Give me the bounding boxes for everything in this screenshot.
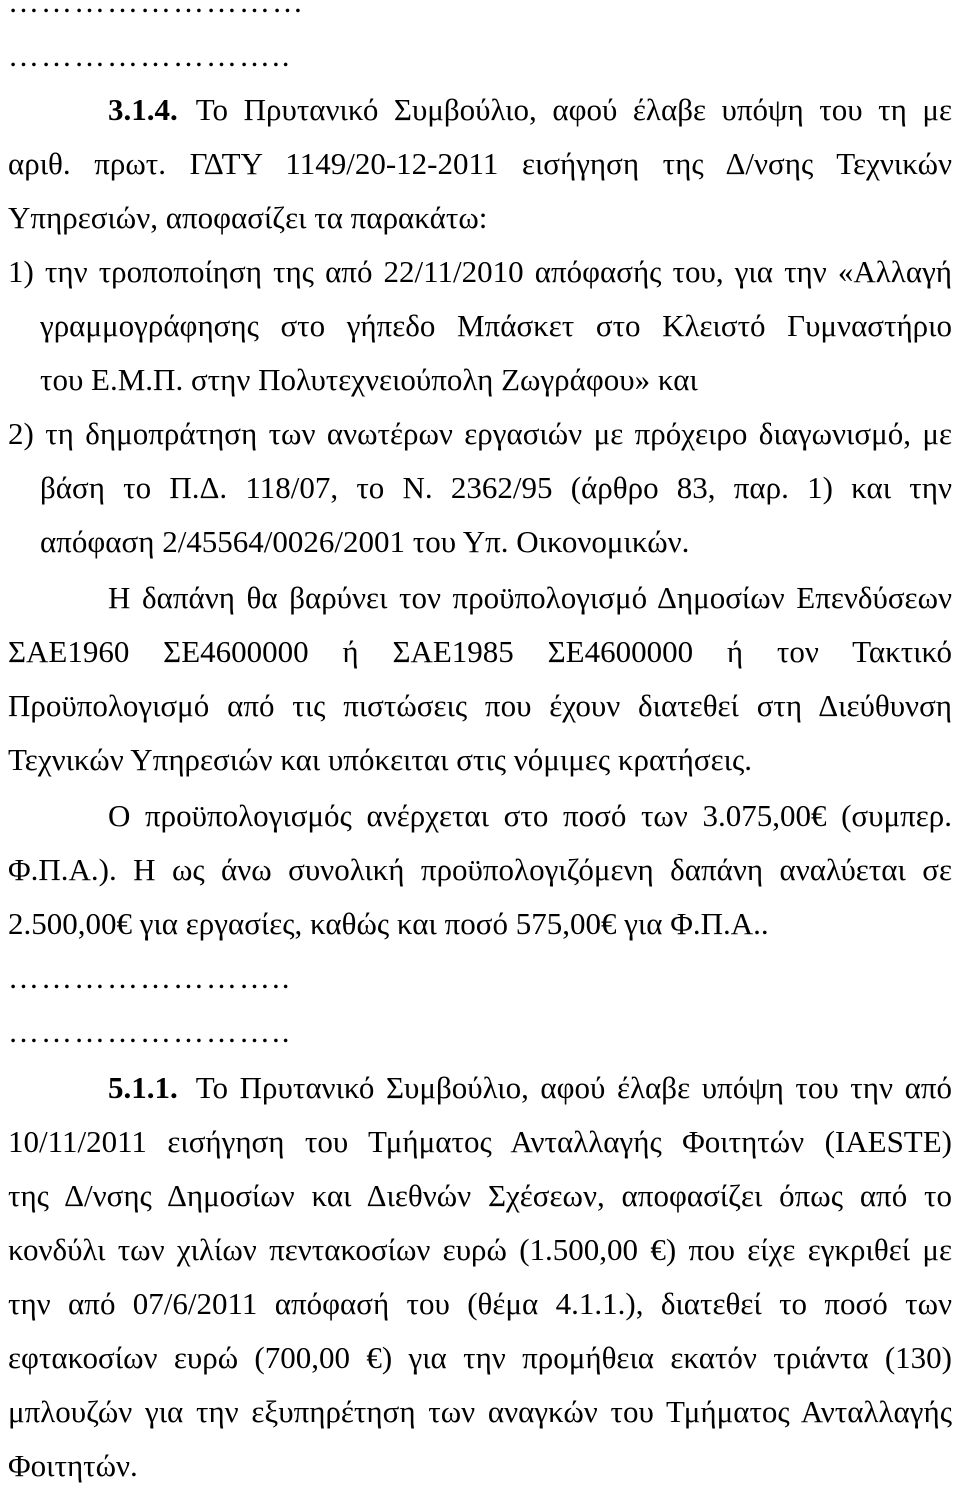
- list-item-2-cont: απόφαση 2/45564/0026/2001 του Υπ. Οικονομικών.: [40, 524, 690, 559]
- paragraph-line: Τεχνικών Υπηρεσιών και υπόκειται στις νόμιμες κρατήσεις.: [8, 742, 752, 777]
- section-number: 5.1.1.: [108, 1070, 178, 1105]
- list-item-1-cont: γραμμογράφησης στο γήπεδο Μπάσκετ στο Κλειστό Γυμναστήριο: [40, 308, 952, 343]
- paragraph-line: ΣΑΕ1960 ΣΕ4600000 ή ΣΑΕ1985 ΣΕ4600000 ή τον Τακτικό: [8, 634, 952, 669]
- paragraph-line: 2.500,00€ για εργασίες, καθώς και ποσό 575,00€ για Φ.Π.Α..: [8, 906, 769, 941]
- paragraph-line: της Δ/νσης Δημοσίων και Διεθνών Σχέσεων, αποφασίζει όπως από το: [8, 1178, 952, 1213]
- section-number: 3.1.4.: [108, 92, 178, 127]
- paragraph-line: Υπηρεσιών, αποφασίζει τα παρακάτω:: [8, 200, 488, 235]
- paragraph-line: Η δαπάνη θα βαρύνει τον προϋπολογισμό Δημοσίων Επενδύσεων: [108, 580, 952, 615]
- paragraph-line: μπλουζών για την εξυπηρέτηση των αναγκών του Τμήματος Ανταλλαγής: [8, 1394, 952, 1429]
- list-item-1: 1) την τροποποίηση της από 22/11/2010 απόφασής του, για την «Αλλαγή: [8, 254, 952, 289]
- ellipsis-line: ……………………..: [8, 960, 292, 995]
- ellipsis-line: ……………………..: [8, 38, 292, 73]
- paragraph-line: Φ.Π.Α.). Η ως άνω συνολική προϋπολογιζόμενη δαπάνη αναλύεται σε: [8, 852, 952, 887]
- section-5-1-1-line-1: [108, 1068, 952, 1108]
- ellipsis-line: ………………………: [8, 0, 305, 19]
- paragraph-line: κονδύλι των χιλίων πεντακοσίων ευρώ (1.500,00 €) που είχε εγκριθεί με: [8, 1232, 952, 1267]
- paragraph-line: την από 07/6/2011 απόφασή του (θέμα 4.1.1.), διατεθεί το ποσό των: [8, 1286, 952, 1321]
- paragraph-line: Φοιτητών.: [8, 1448, 138, 1483]
- paragraph-line: 10/11/2011 εισήγηση του Τμήματος Ανταλλαγής Φοιτητών (IAESTE): [8, 1124, 952, 1159]
- paragraph-line: αριθ. πρωτ. ΓΔΤΥ 1149/20-12-2011 εισήγηση της Δ/νσης Τεχνικών: [8, 146, 952, 181]
- ellipsis-line: ……………………..: [8, 1014, 292, 1049]
- list-item-2-cont: βάση το Π.Δ. 118/07, το Ν. 2362/95 (άρθρο 83, παρ. 1) και την: [40, 470, 952, 505]
- paragraph-line: Ο προϋπολογισμός ανέρχεται στο ποσό των 3.075,00€ (συμπερ.: [108, 798, 952, 833]
- paragraph-text: Το Πρυτανικό Συμβούλιο, αφού έλαβε υπόψη του τη με: [195, 92, 952, 127]
- paragraph-line: εφτακοσίων ευρώ (700,00 €) για την προμήθεια εκατόν τριάντα (130): [8, 1340, 952, 1375]
- list-item-1-cont: του Ε.Μ.Π. στην Πολυτεχνειούπολη Ζωγράφου» και: [40, 362, 698, 397]
- list-item-2: 2) τη δημοπράτηση των ανωτέρων εργασιών με πρόχειρο διαγωνισμό, με: [8, 416, 952, 451]
- paragraph-line: Προϋπολογισμό από τις πιστώσεις που έχουν διατεθεί στη Διεύθυνση: [8, 688, 952, 723]
- paragraph-text: Το Πρυτανικό Συμβούλιο, αφού έλαβε υπόψη του την από: [195, 1070, 952, 1105]
- section-3-1-4-line-1: [108, 90, 952, 130]
